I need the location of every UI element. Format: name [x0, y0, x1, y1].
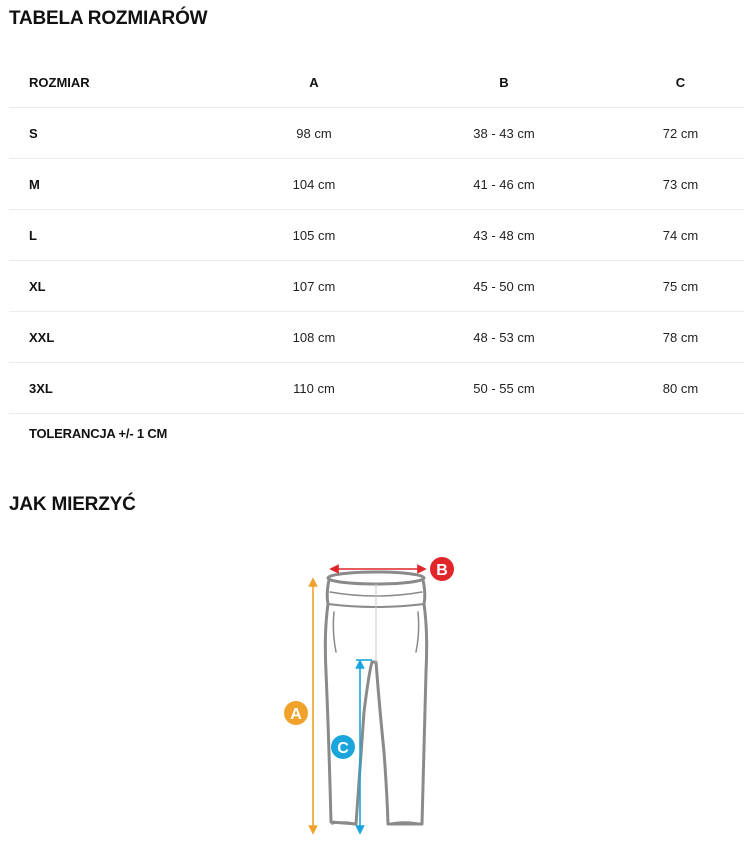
measure-a-label: A — [290, 706, 302, 723]
header-b: B — [409, 57, 599, 108]
page-title: TABELA ROZMIARÓW — [9, 8, 208, 29]
cell-b: 48 - 53 cm — [409, 312, 599, 363]
cell-c: 78 cm — [599, 312, 744, 363]
cell-size: L — [9, 210, 219, 261]
table-row — [9, 210, 744, 261]
cell-size: M — [9, 159, 219, 210]
measure-b-label: B — [436, 562, 448, 579]
size-table — [9, 57, 744, 414]
cell-b: 43 - 48 cm — [409, 210, 599, 261]
cell-size: S — [9, 108, 219, 159]
cell-a: 108 cm — [219, 312, 409, 363]
table-row — [9, 312, 744, 363]
cell-a: 110 cm — [219, 363, 409, 414]
cell-size: XXL — [9, 312, 219, 363]
table-row — [9, 261, 744, 312]
header-c: C — [599, 57, 744, 108]
cell-a: 107 cm — [219, 261, 409, 312]
tolerance-note: TOLERANCJA +/- 1 CM — [29, 426, 168, 441]
cell-b: 41 - 46 cm — [409, 159, 599, 210]
cell-a: 98 cm — [219, 108, 409, 159]
cell-size: XL — [9, 261, 219, 312]
table-header-row — [9, 57, 744, 108]
cell-b: 38 - 43 cm — [409, 108, 599, 159]
cell-c: 73 cm — [599, 159, 744, 210]
table-row — [9, 363, 744, 414]
cell-c: 72 cm — [599, 108, 744, 159]
cell-a: 105 cm — [219, 210, 409, 261]
header-a: A — [219, 57, 409, 108]
cell-a: 104 cm — [219, 159, 409, 210]
cell-c: 75 cm — [599, 261, 744, 312]
how-to-measure-title: JAK MIERZYĆ — [9, 494, 136, 515]
cell-b: 50 - 55 cm — [409, 363, 599, 414]
cell-b: 45 - 50 cm — [409, 261, 599, 312]
cell-size: 3XL — [9, 363, 219, 414]
measure-c-label: C — [337, 740, 349, 757]
table-row — [9, 159, 744, 210]
pants-measurement-diagram — [276, 552, 466, 842]
header-size: ROZMIAR — [9, 57, 219, 108]
pants-outline — [325, 572, 426, 824]
table-row — [9, 108, 744, 159]
cell-c: 74 cm — [599, 210, 744, 261]
cell-c: 80 cm — [599, 363, 744, 414]
